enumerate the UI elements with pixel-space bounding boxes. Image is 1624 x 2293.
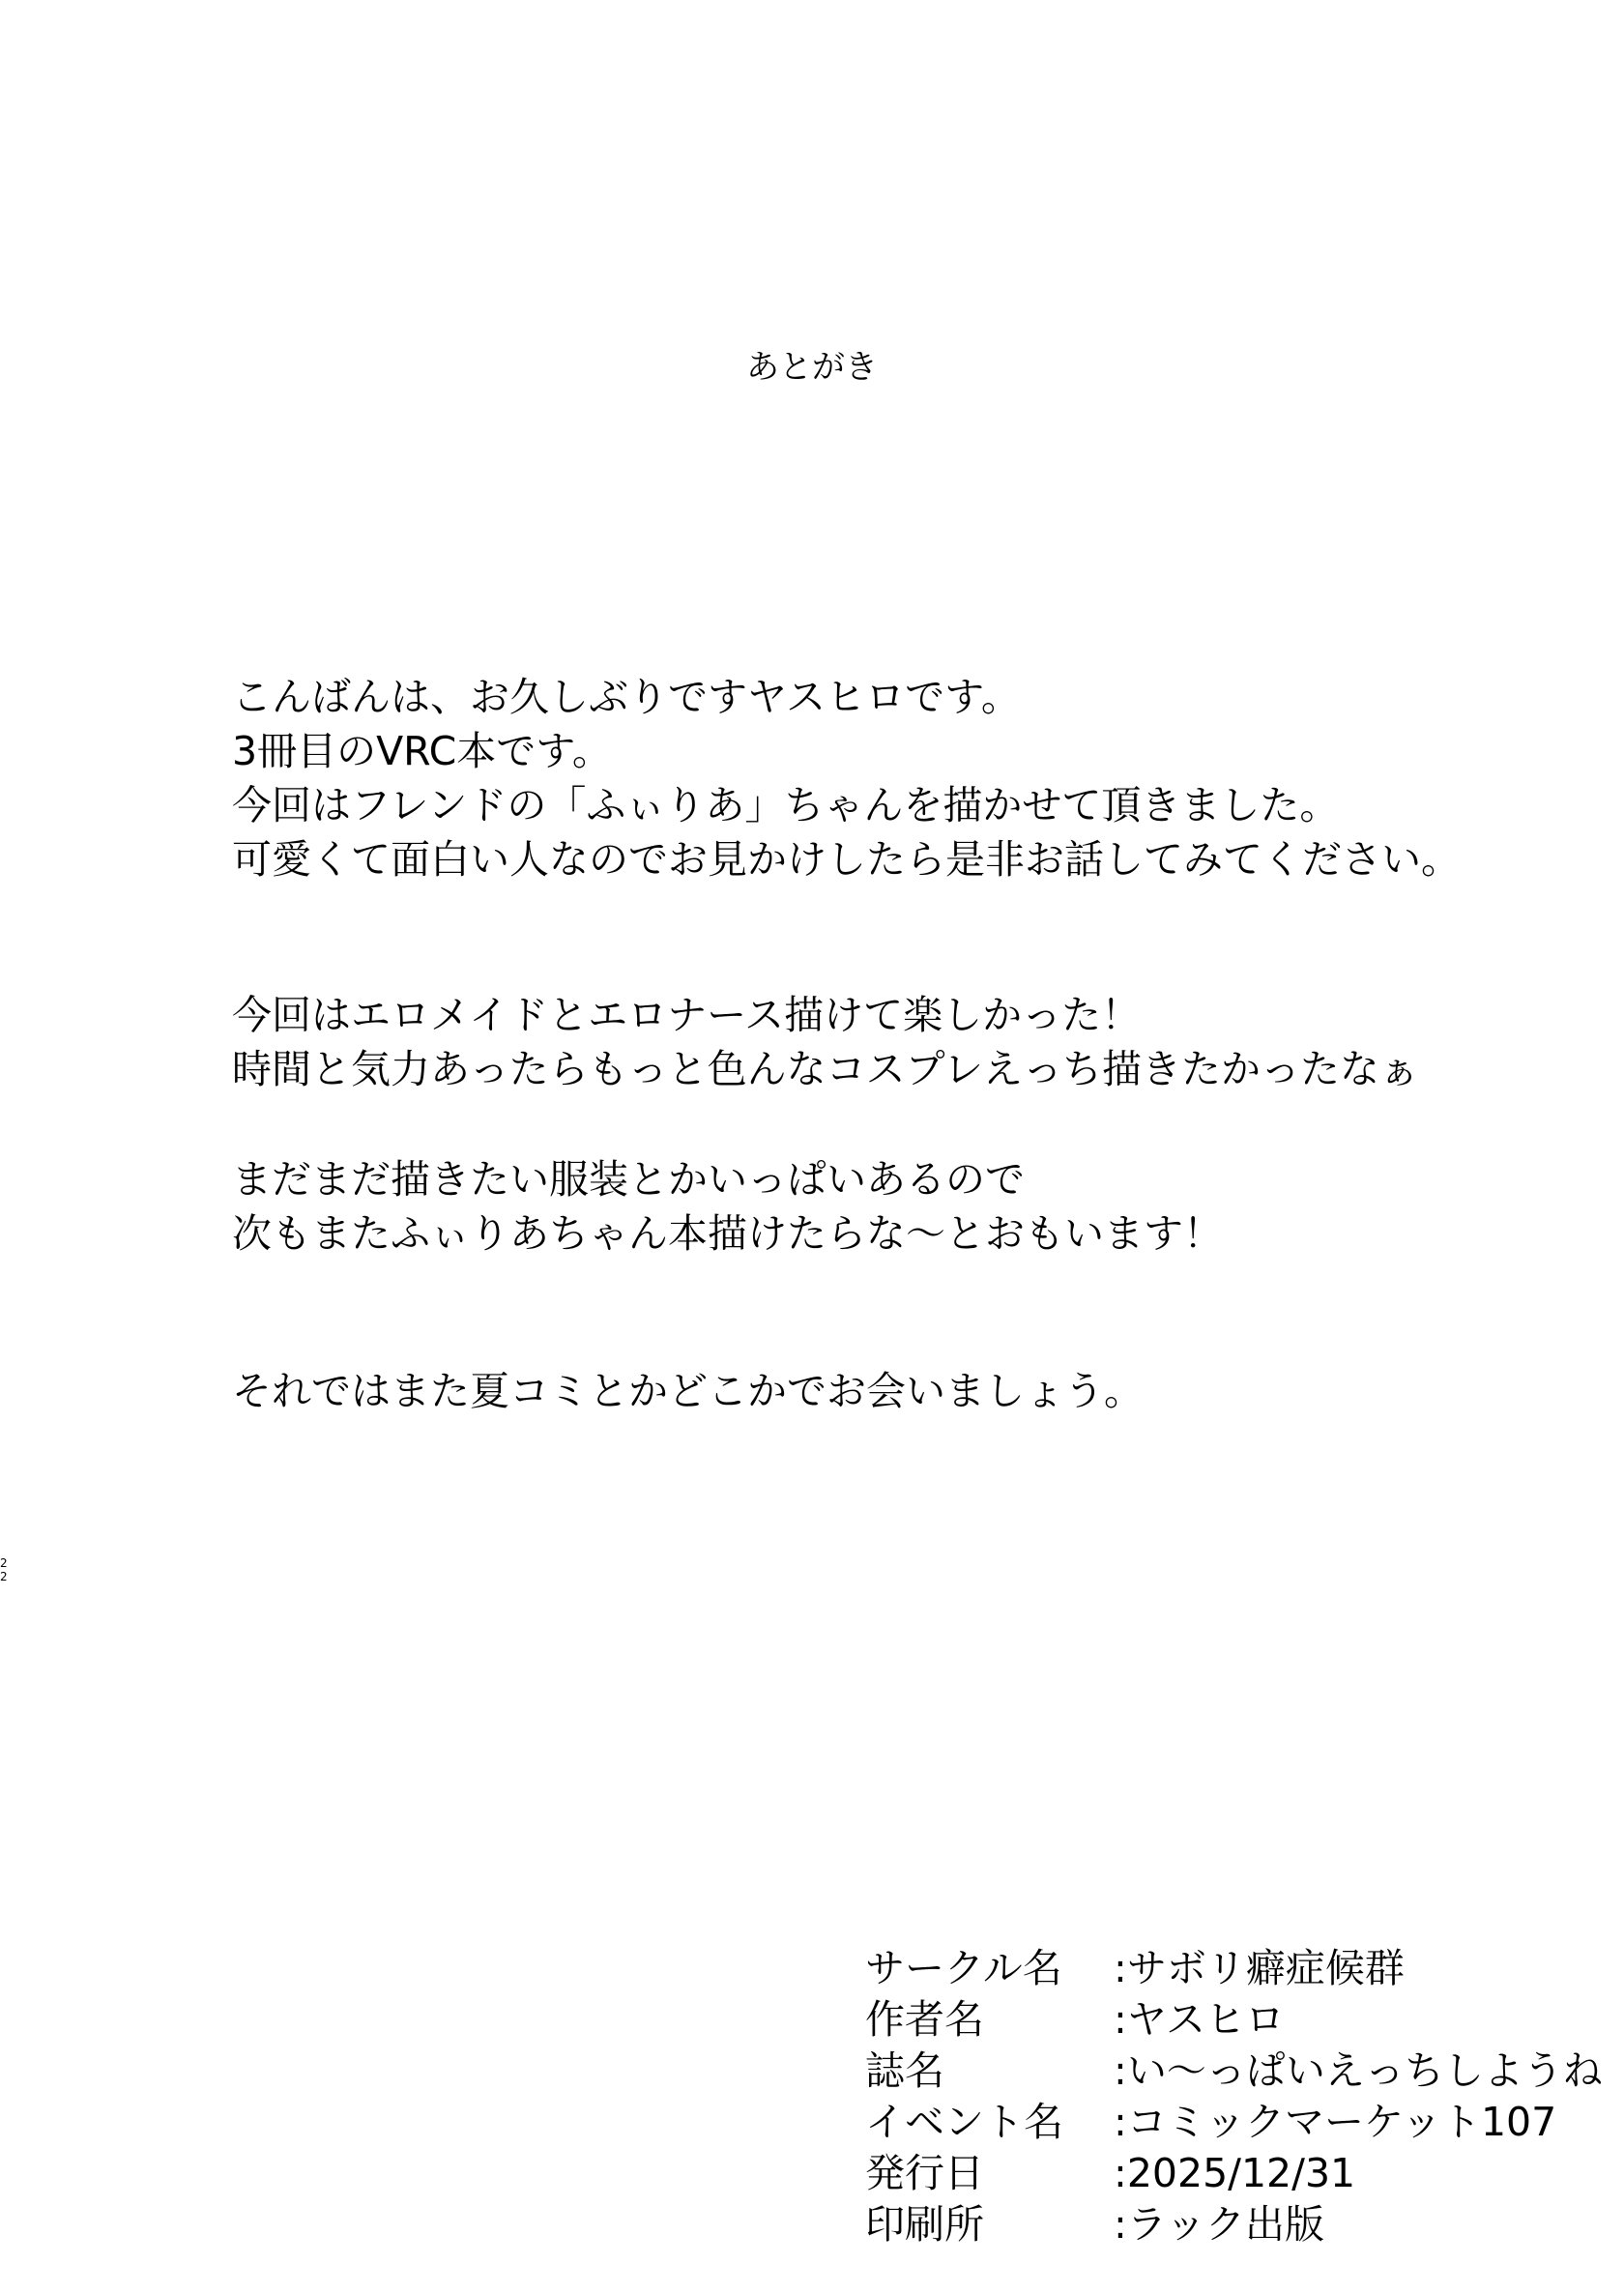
colophon-label: サークル名 (865, 1945, 1062, 1991)
colophon-value: :ラック出版 (1114, 2201, 1324, 2248)
page-number (0, 1556, 15, 1583)
colophon-value: :2025/12/31 (1114, 2150, 1356, 2196)
body-line: 時間と気力あったらもっと色んなコスプレえっち描きたかったなぁ (232, 1046, 1419, 1092)
colophon-label: 印刷所 (865, 2201, 984, 2248)
colophon-value: :い～っぱいえっちしようね (1114, 2047, 1603, 2094)
body-line: まだまだ描きたい服装とかいっぱいあるので (232, 1156, 1025, 1203)
colophon-value: :コミックマーケット107 (1114, 2099, 1557, 2145)
body-line: 次もまたふぃりあちゃん本描けたらな～とおもいます！ (232, 1210, 1223, 1257)
page-title: あとがき (746, 348, 878, 387)
body-line: こんばんは、お久しぶりですヤスヒロです。 (232, 674, 1021, 720)
colophon-label: 発行日 (865, 2150, 984, 2196)
page-number-digit: 2 (0, 1570, 8, 1583)
colophon-label: 作者名 (865, 1996, 984, 2043)
body-line: 今回はエロメイドとエロナース描けて楽しかった！ (232, 992, 1142, 1038)
body-line: 今回はフレンドの「ふぃりあ」ちゃんを描かせて頂きました。 (232, 782, 1340, 828)
colophon-value: :サボリ癖症候群 (1114, 1945, 1405, 1991)
page-number-digit: 2 (0, 1556, 8, 1570)
colophon-label: 誌名 (865, 2047, 944, 2094)
body-line: 可愛くて面白い人なのでお見かけしたら是非お話してみてください。 (232, 836, 1461, 883)
colophon-value: :ヤスヒロ (1114, 1996, 1285, 2043)
body-line: それではまた夏コミとかどこかでお会いましょう。 (232, 1368, 1144, 1414)
colophon-label: イベント名 (865, 2099, 1063, 2145)
body-line: 3冊目のVRC本です。 (232, 728, 612, 774)
